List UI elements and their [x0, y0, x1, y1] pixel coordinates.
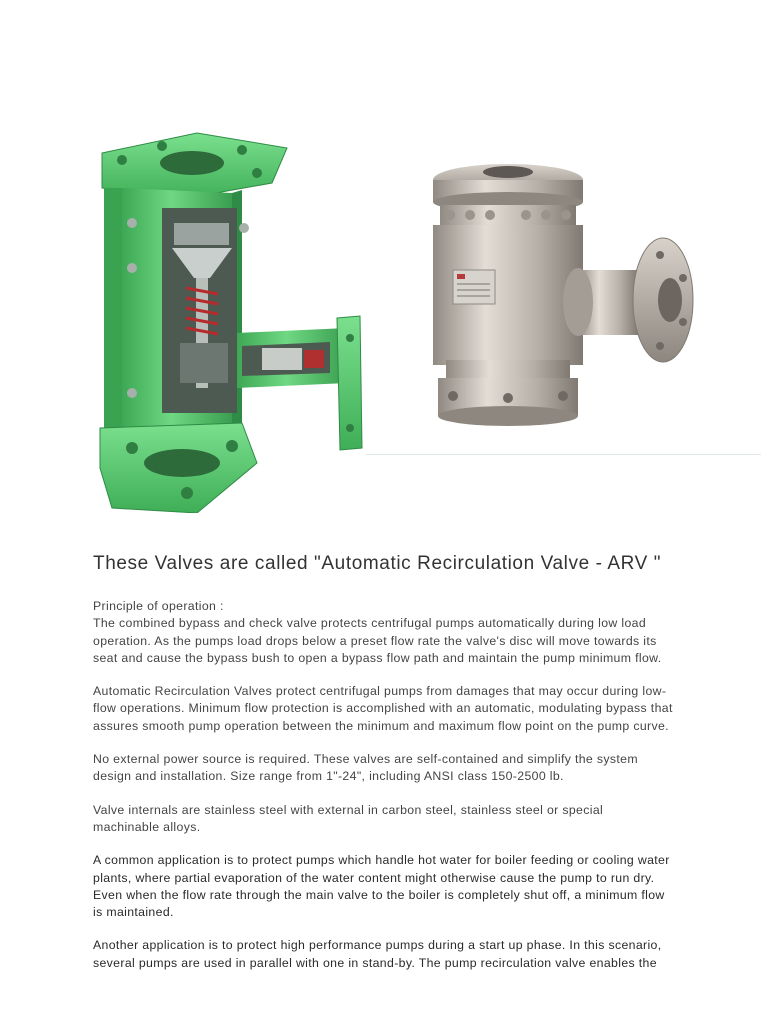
paragraph-protection: Automatic Recirculation Valves protect centrifugal pumps from damages that may occur during low-flow operations. Minimum flow protection is accomplished with an automatic, modulating bypass that assures smooth pump operation between the minimum and maximum flow point on the pump curve. — [93, 684, 673, 733]
bonnet-bolts — [440, 205, 576, 225]
article-body — [93, 598, 673, 988]
paragraph-power: No external power source is required. These valves are self-contained and simplify the system design and installation. Size range from 1"-24", including ANSI class 150-2500 lb. — [93, 752, 638, 784]
nameplate — [453, 270, 495, 304]
stainless-steel-valve-image — [428, 160, 696, 430]
bottom-flange — [100, 423, 257, 513]
green-cutaway-valve-image — [92, 128, 367, 513]
principle-text: The combined bypass and check valve protects centrifugal pumps automatically during low load operation. As the pumps load drops below a preset flow rate the valve's disc will move towards its seat and cause the bypass bush to open a bypass flow path and maintain the pump minimum flow. — [93, 616, 662, 665]
bottom-flange — [438, 360, 578, 426]
paragraph-principle — [93, 598, 673, 667]
paragraph-materials: Valve internals are stainless steel with external in carbon steel, stainless steel or special machinable alloys. — [93, 802, 604, 834]
valve-body — [104, 188, 122, 433]
paragraph-boiler-application: A common application is to protect pumps which handle hot water for boiler feeding or cooling water plants, where partial evaporation of the water content might otherwise cause the pump to run dry. Even when the flow rate through the main valve to the boiler is completely shut off, a minimum flow is maintained. — [93, 853, 670, 920]
page-title: These Valves are called "Automatic Recirculation Valve - ARV " — [93, 553, 662, 574]
side-outlet — [237, 316, 362, 450]
paragraph-startup-application: Another application is to protect high performance pumps during a start up phase. In this scenario, several pumps are used in parallel with one in stand-by. The pump recirculation valve enables the — [93, 938, 662, 970]
top-flange — [433, 164, 583, 212]
divider — [366, 454, 761, 455]
principle-label: Principle of operation : — [93, 599, 224, 613]
